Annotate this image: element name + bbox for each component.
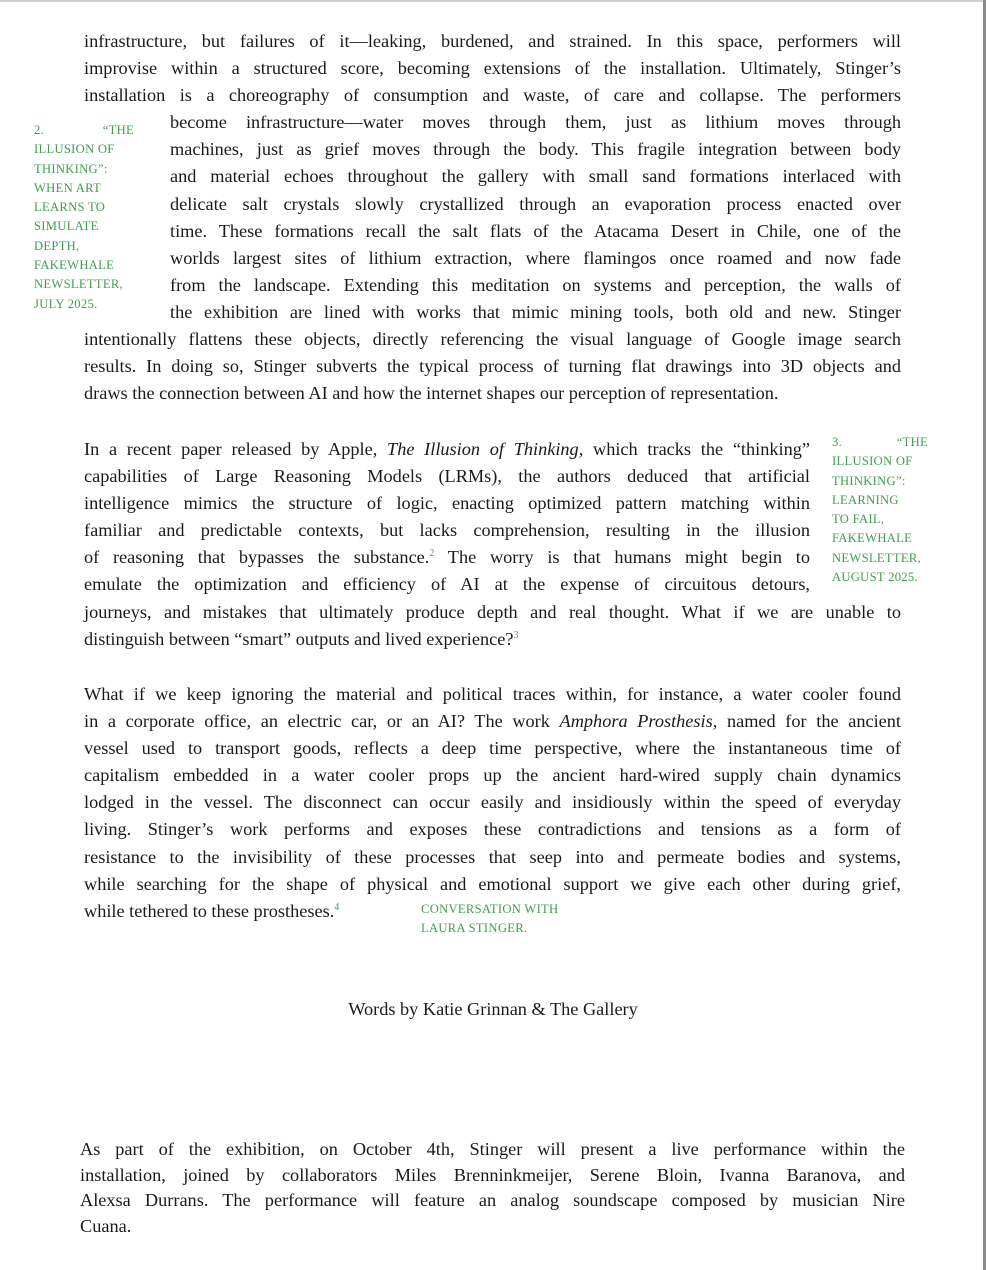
paragraph-4-line: As part of the exhibition, on October 4th, Stinger will present a live performance within the	[80, 1139, 905, 1159]
sidenote-2-line: DEPTH,	[34, 238, 80, 253]
sidenote-4-line: LAURA STINGER.	[421, 921, 528, 936]
paragraph-1-line: machines, just as grief moves through the body. This fragile integration between body	[170, 139, 901, 160]
sidenote-2	[34, 121, 134, 314]
sidenote-2-line: NEWSLETTER,	[34, 277, 123, 292]
paragraph-3-line	[84, 708, 901, 735]
paragraph-1-line: improvise within a structured score, becoming extensions of the installation. Ultimately, Stinger’s	[84, 58, 901, 79]
paragraph-2-line: emulate the optimization and efficiency of AI at the expense of circuitous detours,	[84, 574, 810, 595]
paragraph-3-line: living. Stinger’s work performs and exposes these contradictions and tensions as a form of	[84, 819, 901, 840]
paragraph-2	[84, 436, 901, 653]
paragraph-1-line: draws the connection between AI and how the internet shapes our perception of representation.	[84, 383, 779, 404]
sidenote-3-line: TO FAIL,	[832, 512, 885, 527]
footnote-marker-2[interactable]: 2	[429, 548, 435, 560]
text-run: which tracks the “thinking”	[583, 439, 810, 459]
paragraph-1	[84, 28, 901, 407]
paragraph-2-line	[84, 626, 901, 653]
paragraph-3-line: resistance to the invisibility of these processes that seep into and permeate bodies and systems,	[84, 846, 901, 867]
paragraph-3-line: while searching for the shape of physical and emotional support we give each other during grief,	[84, 873, 901, 894]
sidenote-3-line: “THE	[896, 435, 928, 449]
text-run: The worry is that humans might begin to	[434, 547, 810, 568]
paragraph-1-line: and material echoes throughout the gallery with small sand formations interlaced with	[170, 166, 901, 187]
paragraph-2-line	[84, 436, 810, 463]
paragraph-3-line: What if we keep ignoring the material and political traces within, for instance, a water cooler found	[84, 684, 901, 704]
sidenote-3-line: NEWSLETTER,	[832, 550, 921, 565]
sidenote-3-line: LEARNING	[832, 492, 899, 507]
paragraph-4-line: installation, joined by collaborators Miles Brenninkmeijer, Serene Bloin, Ivanna Baranova, and	[80, 1164, 905, 1185]
paragraph-3-line: capitalism embedded in a water cooler props up the ancient hard-wired supply chain dynamics	[84, 765, 901, 786]
sidenote-2-line: SIMULATE	[34, 219, 99, 234]
paragraph-3-line: lodged in the vessel. The disconnect can occur easily and insidiously within the speed of everyday	[84, 792, 901, 813]
paragraph-4	[80, 1137, 905, 1239]
sidenote-3-line: THINKING”:	[832, 473, 906, 488]
sidenote-4-line: CONVERSATION WITH	[421, 902, 559, 916]
sidenote-2-line: FAKEWHALE	[34, 258, 115, 273]
sidenote-2-line: WHEN ART	[34, 180, 102, 195]
text-run: distinguish between “smart” outputs and lived experience?	[84, 628, 514, 649]
text-run: In a recent paper released by Apple,	[84, 439, 388, 459]
paragraph-1-line: the exhibition are lined with works that mimic mining tools, both old and new. Stinger	[170, 301, 901, 322]
sidenote-2-line	[34, 121, 134, 140]
paragraph-2-line: journeys, and mistakes that ultimately produce depth and real thought. What if we are unable to	[84, 601, 901, 622]
text-run: , named for the ancient	[712, 711, 901, 732]
sidenote-3-line: FAKEWHALE	[832, 531, 913, 546]
page-top-edge	[0, 0, 986, 2]
paragraph-1-line: delicate salt crystals slowly crystallized through an evaporation process enacted over	[170, 193, 901, 214]
sidenote-2-line: JULY 2025.	[34, 296, 98, 311]
paragraph-1-line: infrastructure, but failures of it—leaking, burdened, and strained. In this space, performers will	[84, 31, 901, 51]
artwork-title: Amphora Prosthesis	[559, 711, 713, 732]
text-run: in a corporate office, an electric car, or an AI? The work	[84, 711, 560, 732]
paragraph-3-line: vessel used to transport goods, reflects a deep time perspective, where the instantaneous time of	[84, 738, 901, 759]
sidenote-2-line: LEARNS TO	[34, 200, 106, 215]
paragraph-1-line: worlds largest sites of lithium extraction, where flamingos once roamed and now fade	[170, 247, 901, 268]
paragraph-1-line: installation is a choreography of consumption and waste, of care and collapse. The performers	[84, 85, 901, 106]
paragraph-1-line: time. These formations recall the salt flats of the Atacama Desert in Chile, one of the	[170, 220, 901, 241]
paragraph-1-line: intentionally flattens these objects, directly referencing the visual language of Google image search	[84, 329, 901, 350]
text-run: of reasoning that bypasses the substance.	[84, 547, 430, 568]
sidenote-3	[832, 433, 928, 587]
paragraph-4-line: Cuana.	[80, 1215, 132, 1236]
footnote-marker-4[interactable]: 4	[334, 901, 340, 913]
paragraph-2-line: intelligence mimics the structure of logic, enacting optimized pattern matching within	[84, 493, 810, 514]
footnote-marker-3[interactable]: 3	[513, 629, 519, 641]
paragraph-2-line	[84, 544, 810, 571]
paragraph-3	[84, 681, 901, 925]
sidenote-4	[421, 900, 621, 939]
text-run: while tethered to these prostheses.	[84, 900, 335, 921]
paragraph-1-line: results. In doing so, Stinger subverts the typical process of turning flat drawings into 3D objects and	[84, 356, 901, 377]
paragraph-1-line: become infrastructure—water moves through them, just as lithium moves through	[170, 112, 901, 133]
sidenote-number: 2.	[34, 123, 45, 137]
paper-title: The Illusion of Thinking,	[387, 439, 584, 459]
sidenote-2-line: THINKING”:	[34, 161, 108, 176]
sidenote-3-line: AUGUST 2025.	[832, 570, 918, 585]
paragraph-2-line: familiar and predictable contexts, but lacks comprehension, resulting in the illusion	[84, 520, 810, 541]
sidenote-3-line: ILLUSION OF	[832, 454, 913, 469]
sidenote-number: 3.	[832, 435, 843, 449]
paragraph-2-line: capabilities of Large Reasoning Models (LRMs), the authors deduced that artificial	[84, 466, 810, 487]
sidenote-2-line: “THE	[102, 123, 134, 137]
author-credit: Words by Katie Grinnan & The Gallery	[348, 999, 638, 1019]
paragraph-1-line: from the landscape. Extending this meditation on systems and perception, the walls of	[170, 274, 901, 295]
sidenote-2-line: ILLUSION OF	[34, 142, 115, 157]
paragraph-4-line: Alexsa Durrans. The performance will feature an analog soundscape composed by musician Nire	[80, 1190, 905, 1210]
sidenote-3-line	[832, 433, 928, 452]
